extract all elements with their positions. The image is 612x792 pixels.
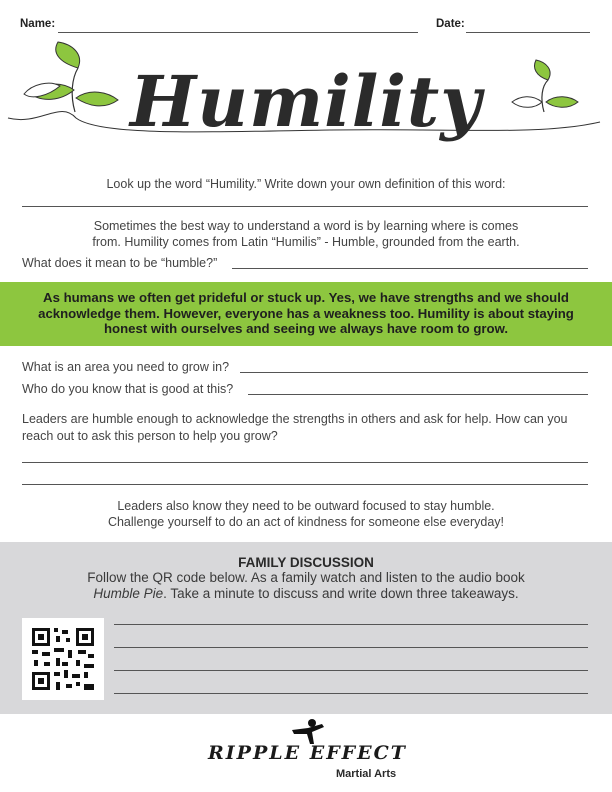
origin-text-line1: Sometimes the best way to understand a word is by learning where is comes — [93, 219, 519, 233]
challenge-text-line2: Challenge yourself to do an act of kindness for someone else everyday! — [107, 515, 505, 529]
logo-subtitle: Martial Arts — [336, 768, 397, 780]
name-field[interactable] — [58, 32, 418, 33]
family-text-line2-rest: . Take a minute to discuss and write down three takeaways. — [163, 586, 519, 601]
takeaway-line[interactable] — [114, 624, 588, 625]
qr-code-icon — [22, 618, 104, 700]
logo-name: RIPPLE EFFECT — [208, 742, 407, 764]
name-label: Name: — [20, 18, 56, 30]
humble-question: What does it mean to be “humble?” — [22, 256, 218, 270]
takeaway-line[interactable] — [114, 647, 588, 648]
humble-answer-line[interactable] — [232, 268, 588, 269]
reach-out-question-line1: Leaders are humble enough to acknowledge the strengths in others and ask for help. How can you — [22, 412, 568, 426]
mentor-answer-line[interactable] — [248, 394, 588, 395]
grow-area-question: What is an area you need to grow in? — [22, 360, 230, 374]
grow-area-answer-line[interactable] — [240, 372, 588, 373]
callout-text: As humans we often get prideful or stuck up. Yes, we have strengths and we should acknowledge them. However, everyone has a weakness too. Humility is about staying honest with ourselves and seeing we always have room to grow. — [38, 290, 574, 336]
family-text-line2 — [40, 586, 572, 602]
date-field[interactable] — [466, 32, 590, 33]
takeaway-line[interactable] — [114, 693, 588, 694]
reach-out-answer-line[interactable] — [22, 462, 588, 463]
reach-out-answer-line[interactable] — [22, 484, 588, 485]
definition-answer-line[interactable] — [22, 206, 588, 207]
callout-band — [0, 282, 612, 346]
challenge-text-line1: Leaders also know they need to be outward focused to stay humble. — [117, 499, 495, 513]
family-text-line1: Follow the QR code below. As a family watch and listen to the audio book — [87, 570, 525, 585]
family-discussion-title: FAMILY DISCUSSION — [238, 555, 374, 570]
page-title: Humility — [130, 60, 482, 143]
mentor-question: Who do you know that is good at this? — [22, 382, 234, 396]
takeaway-line[interactable] — [114, 670, 588, 671]
qr-code-box[interactable] — [22, 618, 104, 700]
family-discussion-text — [40, 570, 572, 602]
date-label: Date: — [436, 18, 465, 30]
reach-out-question-line2: reach out to ask this person to help you grow? — [22, 429, 278, 443]
definition-prompt: Look up the word “Humility.” Write down your own definition of this word: — [106, 177, 506, 191]
book-title: Humble Pie — [93, 586, 164, 601]
origin-text-line2: from. Humility comes from Latin “Humilis” - Humble, grounded from the earth. — [92, 235, 520, 249]
